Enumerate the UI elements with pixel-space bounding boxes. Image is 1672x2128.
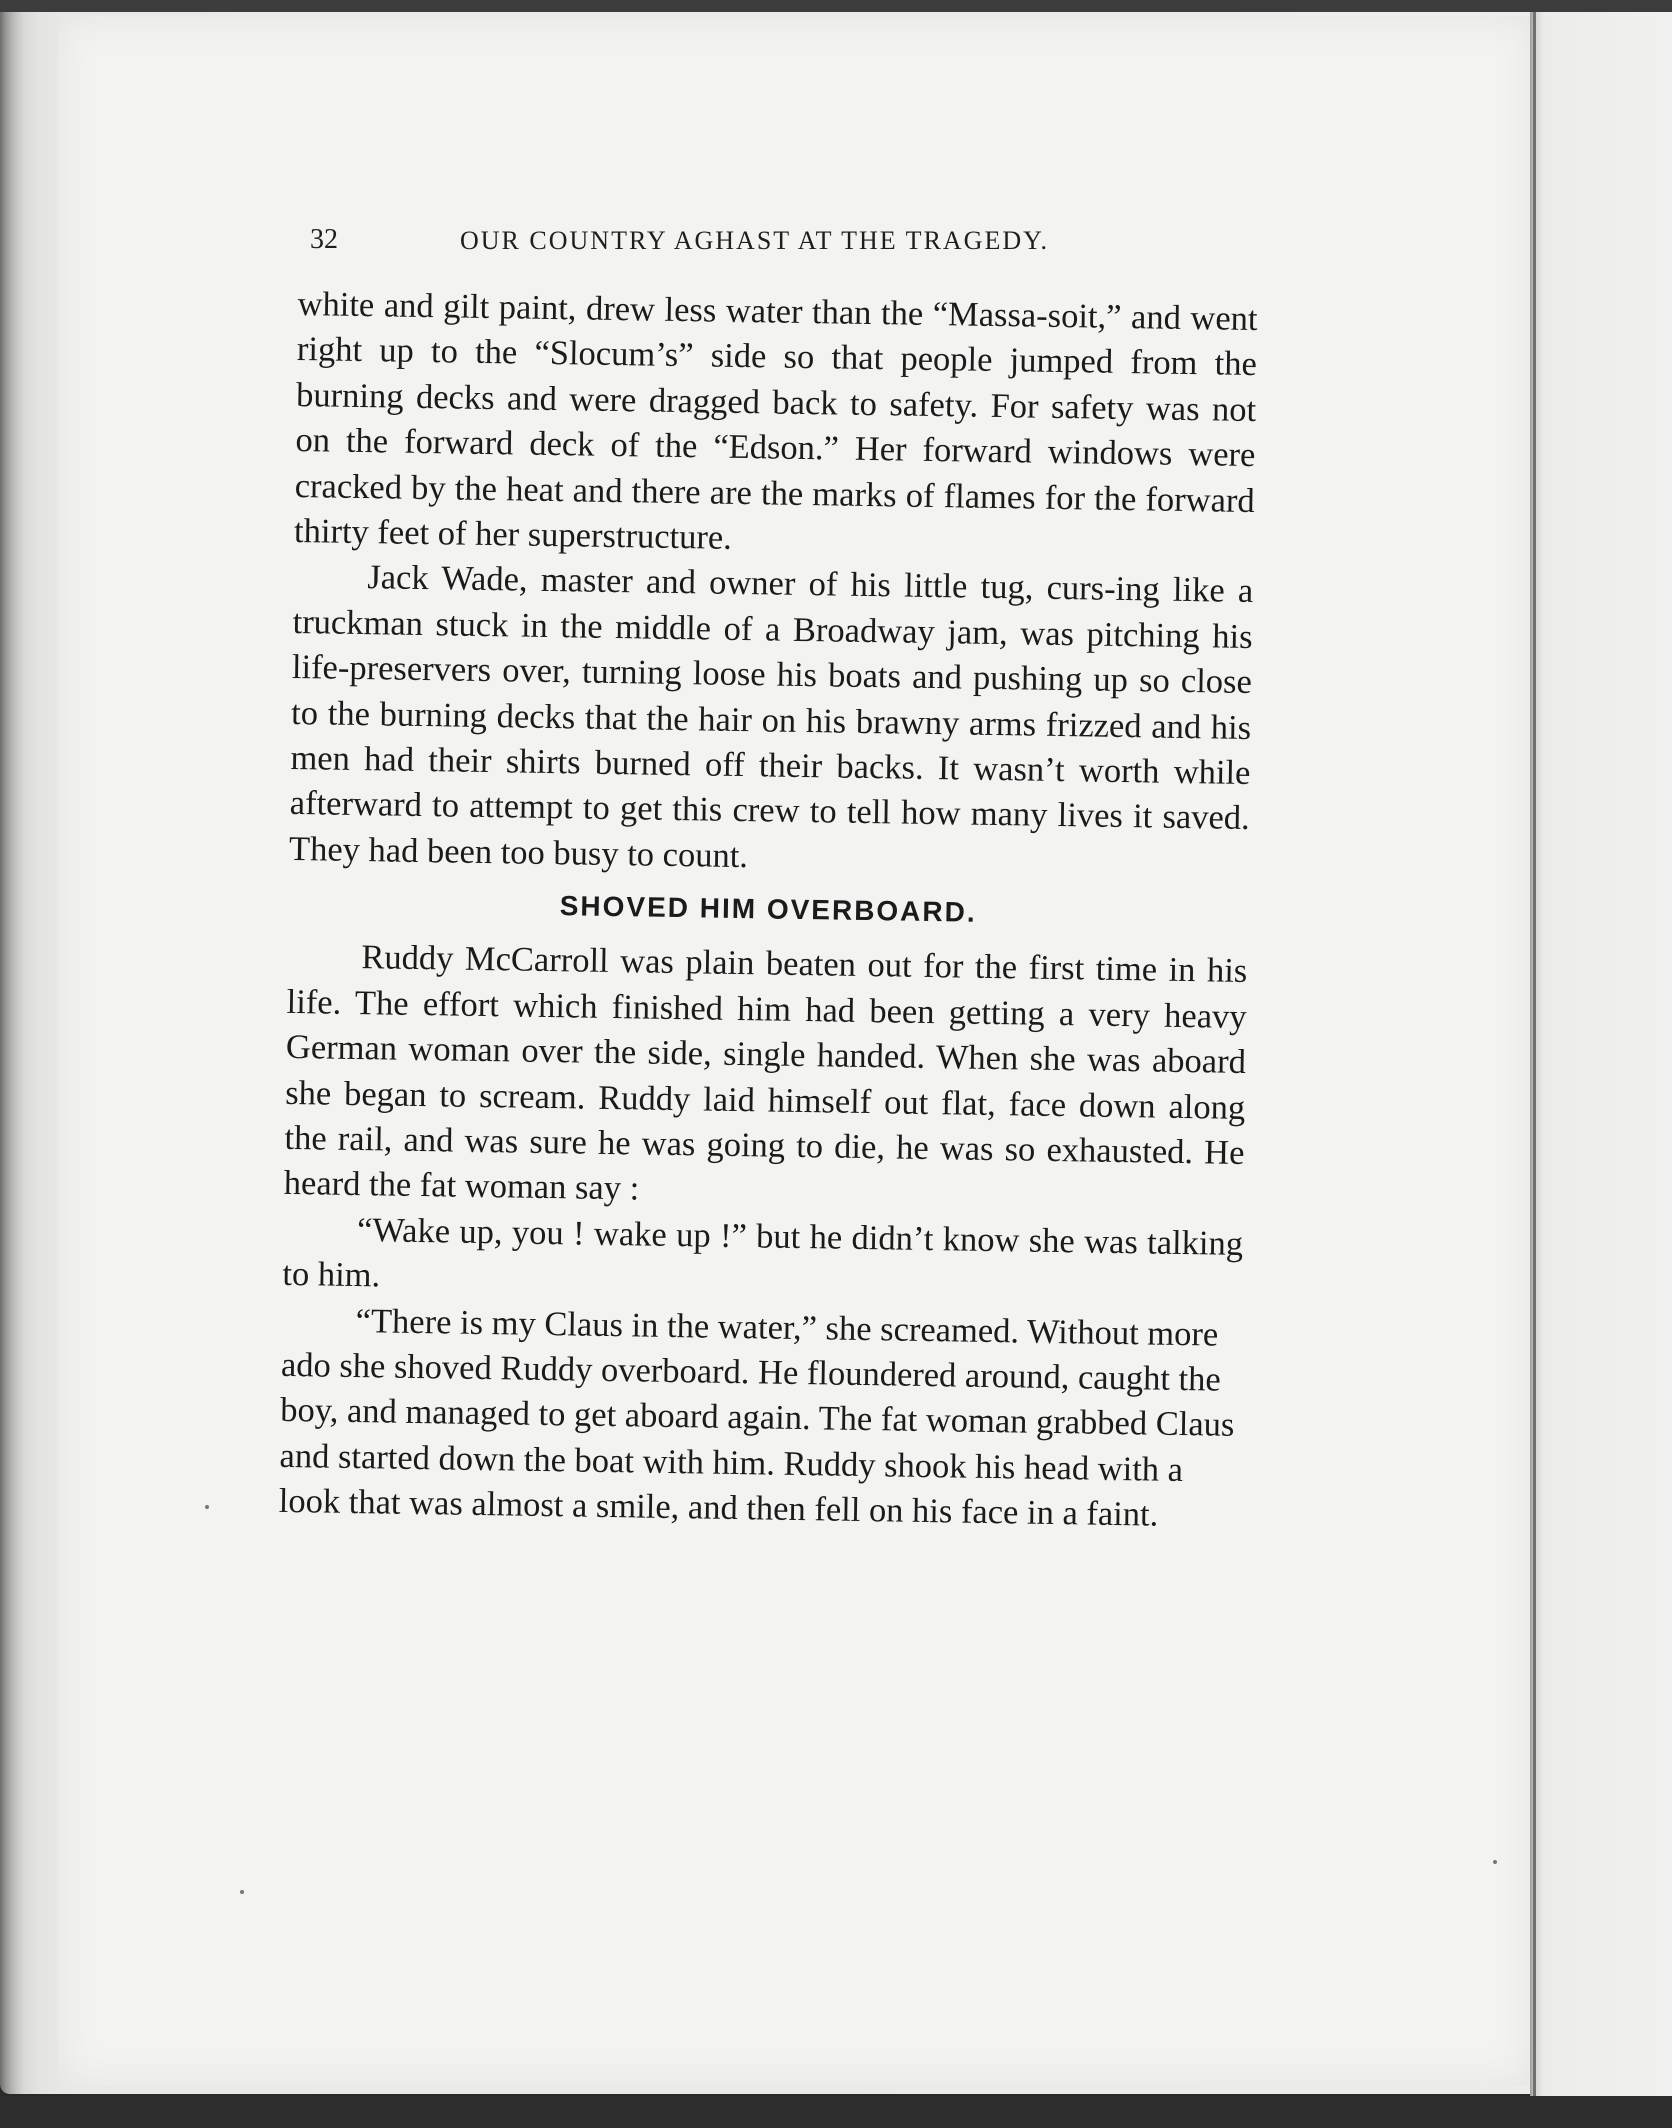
running-head <box>310 224 1310 264</box>
speck <box>240 1890 244 1894</box>
page-number: 32 <box>310 224 338 255</box>
paragraph-claus: “There is my Claus in the water,” she screamed. Without more ado she shoved Ruddy overboard. He floundered around, caught the boy, and managed to get aboard again. The fat woman grabbed Claus and started down the boat with him. Ruddy shook his head with a look that was almost a smile, and then fell on his face in a faint. <box>278 1301 1235 1534</box>
running-title: OUR COUNTRY AGHAST AT THE TRAGEDY. <box>460 226 1050 255</box>
scan-bottom-border <box>0 2096 1672 2128</box>
paragraph-jack-wade: Jack Wade, master and owner of his little tug, curs-ing like a truckman stuck in the middle of a Broadway jam, was pitching his life-preservers over, turning loose his boats and pushing up so close to the burning decks that the hair on his brawny arms frizzed and his men had their shirts burned off their backs. It wasn’t worth while afterward to attempt to get this crew to tell how many lives it saved. They had been too busy to count. <box>288 558 1254 876</box>
scan-top-border <box>0 0 1672 12</box>
speck <box>205 1505 209 1509</box>
paragraph-edson: white and gilt paint, drew less water than the “Massa-soit,” and went right up to the “Slocum’s” side so that people jumped from the burning decks and were dragged back to safety. For safety was not on the forward deck of the “Edson.” Her forward windows were cracked by the heat and there are the marks of flames for the forward thirty feet of her superstructure. <box>293 284 1258 557</box>
paragraph-ruddy: Ruddy McCarroll was plain beaten out for the first time in his life. The effort which finished him had been getting a very heavy German woman over the side, single handed. When she was aboard she began to scream. Ruddy laid himself out flat, face down along the rail, and was sure he was going to die, he was so exhausted. He heard the fat woman say : <box>283 938 1248 1208</box>
paragraph-wake-up: “Wake up, you ! wake up !” but he didn’t know she was talking to him. <box>282 1210 1244 1295</box>
body-text <box>278 282 1257 1539</box>
gutter-line <box>1533 0 1536 2128</box>
facing-page-edge <box>1530 0 1672 2128</box>
speck <box>1493 1860 1497 1864</box>
section-heading: SHOVED HIM OVERBOARD. <box>559 890 977 929</box>
